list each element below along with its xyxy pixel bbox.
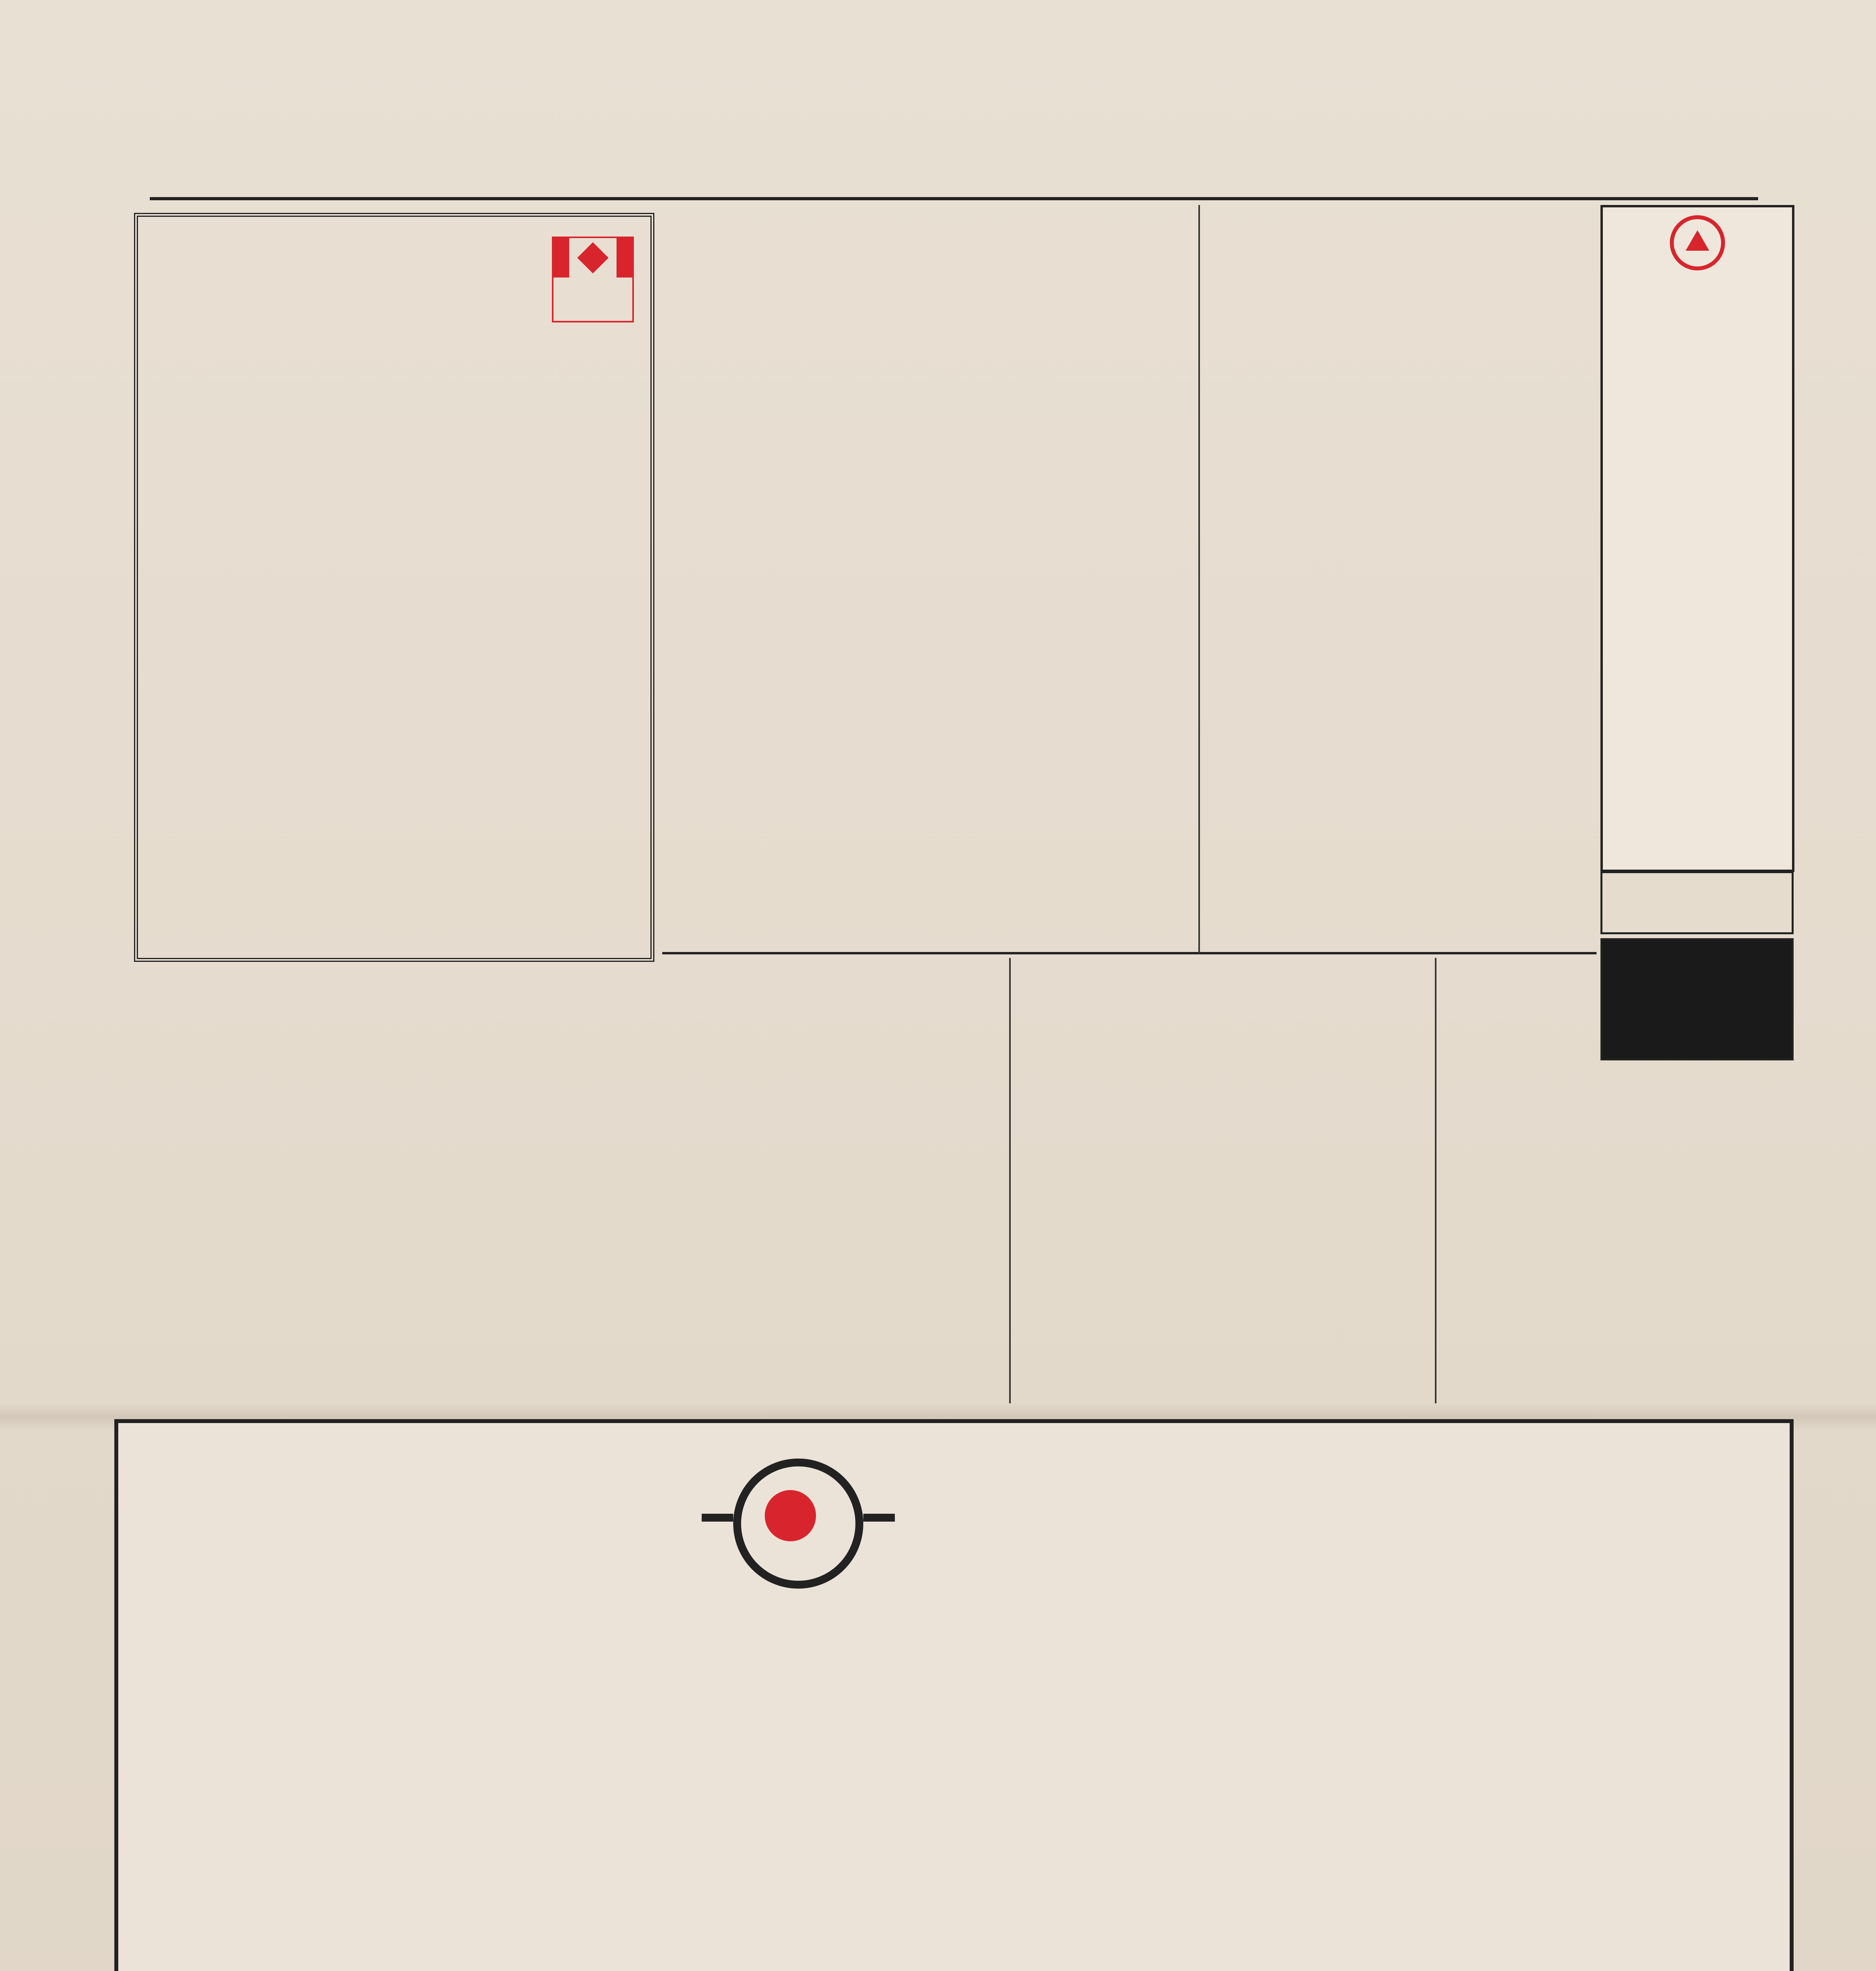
pne-article xyxy=(1451,1064,1664,1411)
gulf-article xyxy=(1056,966,1226,1399)
immigration-article xyxy=(666,221,1005,954)
thank-you-advertisement xyxy=(114,1419,1794,1971)
column-article xyxy=(146,225,548,942)
logo-bar-left xyxy=(702,1514,733,1522)
flag-bar-right xyxy=(617,238,632,278)
organization-logo-icon xyxy=(733,1459,863,1589)
bus-article xyxy=(142,962,867,1399)
masthead xyxy=(1600,205,1794,872)
column-tag-label xyxy=(553,278,632,321)
logo-bar-right xyxy=(863,1514,895,1522)
main-article xyxy=(1202,221,1352,986)
logo-character xyxy=(765,1490,816,1541)
masonic-emblem-icon xyxy=(1670,215,1725,270)
column-rule xyxy=(1009,958,1011,1403)
maple-leaf-icon xyxy=(577,242,608,273)
price-box xyxy=(1600,938,1794,1060)
dateline xyxy=(150,166,1758,200)
column-rule xyxy=(1435,958,1436,1403)
flag-bar-left xyxy=(553,238,569,278)
column-tag xyxy=(552,237,634,322)
weather-box xyxy=(1600,871,1794,934)
column-rule xyxy=(1198,205,1200,954)
publisher-info xyxy=(1619,673,1776,679)
section-rule xyxy=(662,952,1597,954)
